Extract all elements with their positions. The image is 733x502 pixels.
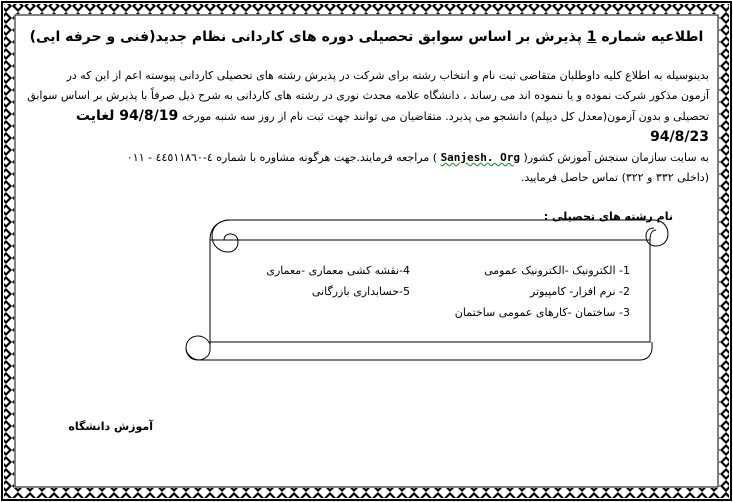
signature: آموزش دانشگاه	[68, 420, 153, 433]
fields-scroll-box	[180, 212, 670, 362]
date-from: 94/8/19	[119, 108, 179, 124]
fields-column-1	[440, 260, 630, 323]
intro-paragraph	[22, 66, 711, 188]
list-item: 3- ساختمان -کارهای عمومی ساختمان	[454, 306, 630, 319]
intro-line5: (داخلی ٣٣٢ و ٣٢٢) تماس حاصل فرمایید.	[520, 171, 709, 184]
page-title	[22, 26, 711, 48]
intro-line4-pre: به سایت سازمان سنجش آموزش کشور(	[523, 151, 709, 164]
list-item: 4-نقشه کشی معماری -معماری	[266, 264, 410, 277]
fields-column-2	[210, 260, 410, 302]
list-item: 2- نرم افزار- کامپیوتر	[529, 285, 630, 298]
list-item: 1- الکترونیک -الکترونیک عمومی	[484, 264, 630, 277]
title-part1: اطلاعیه شماره	[596, 29, 704, 45]
date-to: 94/8/23	[650, 129, 709, 145]
fields-heading: نام رشته های تحصیلی :	[543, 210, 673, 223]
intro-line1: بدینوسیله به اطلاع کلیه داوطلبان متقاضی ثبت نام و انتخاب رشته برای شرکت در پذیرش رشته های تحصیلی کاردانی پیوسته اعم از این که در	[66, 69, 709, 82]
intro-line3	[24, 106, 709, 148]
intro-line2: آزمون مذکور شرکت نموده و یا ننموده اند می رساند ، دانشگاه علامه محدث نوری در رشته های کاردانی به شرح ذیل صرفاً با پذیرش بر اساس سوابق	[27, 89, 709, 102]
intro-line4	[24, 148, 709, 168]
date-sep: لغایت	[75, 108, 120, 124]
title-part2: پذیرش بر اساس سوابق تحصیلی دوره های کاردانی نظام جدید(فنی و حرفه ایی)	[29, 29, 587, 45]
title-number: 1	[586, 29, 597, 45]
intro-line4-post: ) مراجعه فرمایند.جهت هرگونه مشاوره با شماره ٤-٤٤٥١١٨٦٠ - ٠١١	[126, 151, 438, 164]
sanjesh-site-link[interactable]: Sanjesh. Org	[440, 151, 521, 164]
intro-line3-text: تحصیلی و بدون آزمون(معدل کل دیپلم) دانشجو می پذیرد. متقاضیان می توانند جهت ثبت نام از روز سه شنبه مورخه	[181, 110, 709, 123]
list-item: 5-حسابداری بازرگانی	[311, 285, 410, 298]
